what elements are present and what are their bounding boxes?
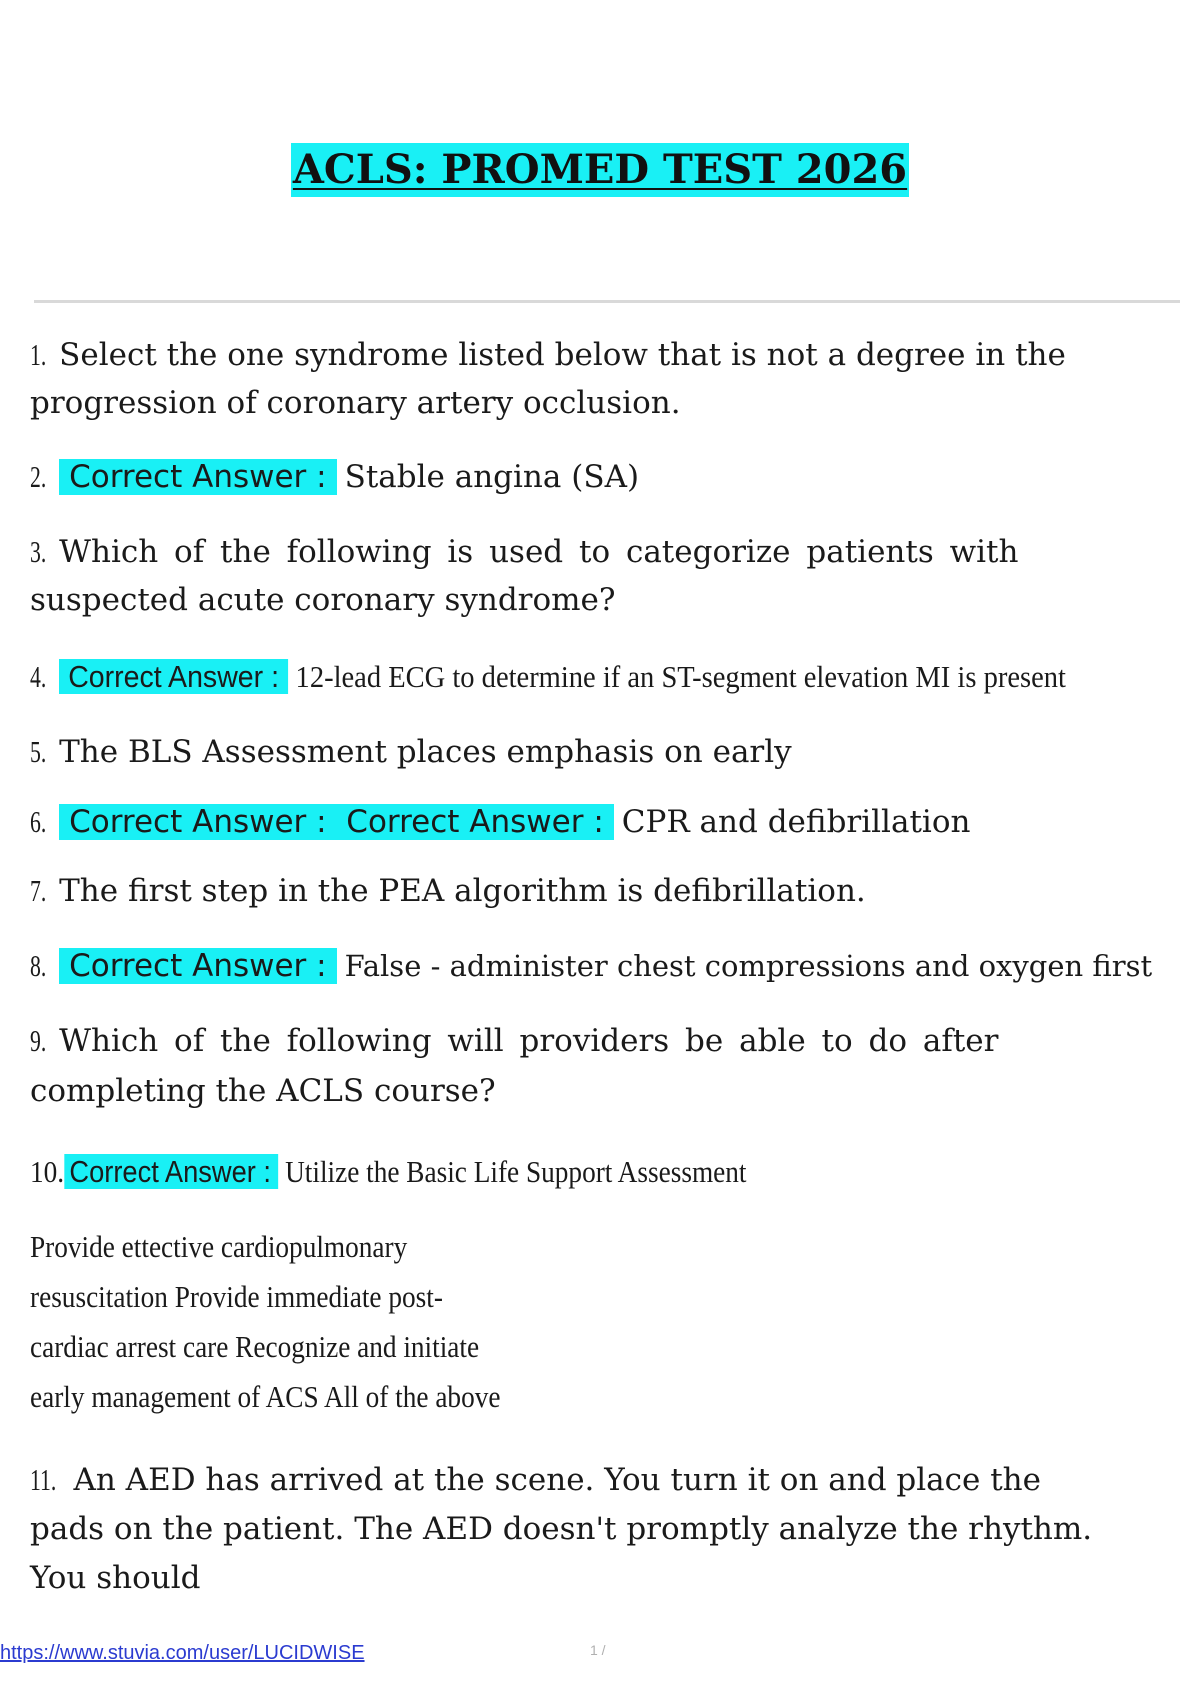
item-number: 9. [30,1023,47,1058]
question-text: suspected acute coronary syndrome? [30,582,616,618]
item-number: 7. [30,873,47,908]
question-text: pads on the patient. The AED doesn't promptly analyze the rhythm. [30,1511,1093,1547]
question-7 [30,866,866,916]
question-3-line-1 [30,527,1018,577]
answer-2 [30,452,639,502]
answer-text: CPR and defibrillation [621,804,971,840]
item-number: 4. [30,659,47,694]
question-1-line-2 [30,378,681,428]
answer-text: Stable angina (SA) [344,459,640,495]
question-3-line-2 [30,575,616,625]
question-11-line-1 [30,1455,1041,1505]
page-number: 1 / [590,1642,606,1658]
divider [34,300,1180,303]
item-number: 10. [30,1154,65,1189]
option-line: cardiac arrest care Recognize and initiate [30,1329,480,1364]
option-line: Provide ettective cardiopulmonary [30,1229,408,1264]
answer-6 [30,797,970,847]
answer-text: 12-lead ECG to determine if an ST-segment elevation MI is present [295,659,1067,694]
question-text: You should [30,1560,201,1596]
item-number: 6. [30,804,47,839]
item-number: 11. [30,1462,57,1497]
correct-answer-label: Correct Answer : [59,659,288,694]
correct-answer-label: Correct Answer : [59,459,336,495]
correct-answer-label: Correct Answer : [64,1154,278,1189]
option-line: resuscitation Provide immediate post- [30,1279,443,1314]
question-text: progression of coronary artery occlusion. [30,385,681,421]
question-1-line-1 [30,330,1066,380]
question-text: Which of the following will providers be able to do after [59,1023,999,1059]
question-text: The first step in the PEA algorithm is defibrillation. [59,873,866,909]
item-number: 3. [30,534,47,569]
question-9-line-2 [30,1066,496,1116]
question-5 [30,727,792,777]
footer-link[interactable]: https://www.stuvia.com/user/LUCIDWISE [0,1642,365,1664]
answer-4 [30,652,1154,702]
item-number: 1. [30,337,47,372]
question-text: Select the one syndrome listed below that is not a degree in the [59,337,1066,373]
item-number: 5. [30,734,47,769]
question-text: The BLS Assessment places emphasis on early [59,734,792,770]
question-text: completing the ACLS course? [30,1073,496,1109]
title-wrap [0,143,1200,197]
question-text: An AED has arrived at the scene. You turn it on and place the [73,1462,1041,1498]
answer-text: Utilize the Basic Life Support Assessment [285,1154,747,1189]
item-number: 8. [30,948,47,983]
answer-text: False - administer chest compressions and oxygen first [344,949,1153,983]
question-9-line-1 [30,1016,998,1066]
option-line: early management of ACS All of the above [30,1379,501,1414]
question-text: Which of the following is used to categorize patients with [59,534,1019,570]
correct-answer-label: Correct Answer : Correct Answer : [59,804,614,840]
correct-answer-label: Correct Answer : [59,948,336,984]
answer-8 [30,941,1152,991]
question-11-line-3 [30,1553,201,1603]
question-11-line-2 [30,1504,1092,1554]
answer-10 [30,1147,844,1197]
item-number: 2. [30,459,47,494]
page-title: ACLS: PROMED TEST 2026 [291,143,909,197]
